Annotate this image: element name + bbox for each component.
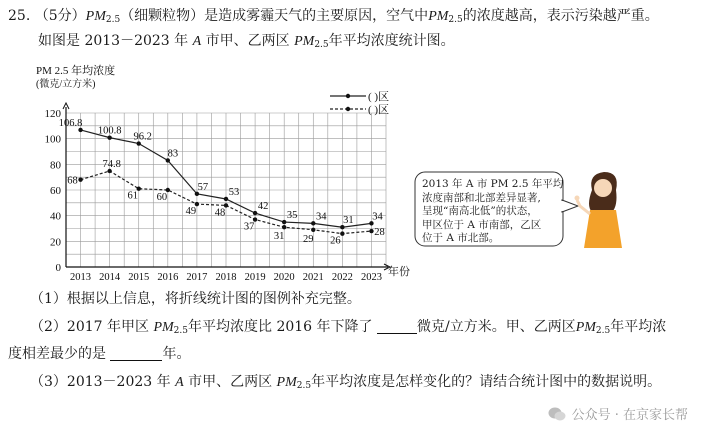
data-label: 96.2 (133, 131, 152, 143)
data-label: 68 (67, 175, 78, 187)
data-label: 48 (214, 207, 226, 219)
chart-legend (330, 90, 389, 116)
x-tick-label: 2015 (128, 272, 150, 283)
x-tick-label: 2019 (244, 272, 266, 283)
legend-label-solid[interactable]: ( )区 (368, 91, 390, 103)
data-label: 57 (197, 181, 209, 193)
x-axis-unit: 年份 (388, 266, 410, 278)
y-tick-label: 40 (50, 210, 61, 223)
wechat-icon (548, 406, 566, 422)
speech-text: 2013 年 A 市 PM 2.5 年平均 浓度南部和北部差异显著, 呈现“南高北低”的状态， 甲区位于 A 市南部，乙区 位于 A 市北部。 (422, 178, 564, 244)
data-label: 61 (127, 190, 138, 202)
sub-question-2-cont: 度相差最少的是 年。 (8, 346, 191, 362)
x-tick-label: 2023 (360, 272, 382, 283)
sub-question-1: （1）根据以上信息，将折线统计图的图例补充完整。 (30, 291, 361, 307)
y-tick-label: 120 (44, 108, 61, 120)
sub-question-3: （3）2013－2023 年 A 市甲、乙两区 $PM_{2.5}$年平均浓度是怎样变化的？请结合统计图中的数据说明。 (30, 374, 662, 391)
data-label: 53 (228, 186, 240, 198)
data-label: 83 (167, 148, 179, 160)
x-tick-label: 2018 (215, 272, 237, 283)
x-tick-label: 2022 (331, 272, 353, 283)
x-tick-label: 2017 (186, 272, 208, 283)
chart-unit: (微克/立方米) (36, 79, 96, 90)
y-tick-label: 100 (44, 133, 61, 146)
girl-icon (575, 172, 623, 248)
x-tick-label: 2016 (157, 272, 179, 283)
data-point (78, 178, 82, 182)
chart-title: PM 2.5 年均浓度 (36, 65, 116, 77)
data-label: 28 (374, 227, 385, 239)
data-label: 34 (316, 211, 327, 223)
data-point (224, 197, 228, 201)
question-stem-line2: 如图是 2013－2023 年 A 市甲、乙两区 $PM_{2.5}$年平均浓度统计图。 (38, 33, 455, 50)
data-label: 34 (372, 211, 383, 223)
data-label: 26 (330, 235, 341, 247)
y-tick-label: 20 (50, 236, 61, 249)
data-label: 74.8 (102, 159, 121, 171)
question-stem-line1: 25. （5分）$PM_{2.5}$（细颗粒物）是造成雾霾天气的主要原因，空气中$PM_{2.5}$的浓度越高，表示污染越严重。 (8, 8, 659, 25)
x-tick-label: 2014 (99, 272, 121, 283)
data-label: 49 (185, 206, 197, 218)
data-point (369, 229, 373, 233)
data-label: 100.8 (97, 125, 122, 137)
x-tick-label: 2020 (273, 272, 295, 283)
data-point (311, 228, 315, 232)
x-tick-label: 2021 (302, 272, 324, 283)
data-label: 31 (273, 231, 285, 243)
watermark: 公众号 · 在京家长帮 (548, 404, 688, 423)
data-point (311, 221, 315, 225)
legend-marker (346, 107, 350, 111)
data-label: 106.8 (58, 117, 83, 129)
data-label: 29 (303, 233, 314, 245)
data-point (282, 225, 286, 229)
data-label: 42 (257, 201, 269, 213)
answer-blank-1[interactable] (377, 319, 417, 334)
data-label: 35 (286, 210, 298, 222)
data-point (282, 220, 286, 224)
data-label: 31 (343, 215, 354, 227)
y-tick-label: 0 (55, 262, 61, 274)
y-tick-label: 80 (50, 159, 61, 172)
data-label: 37 (243, 221, 255, 233)
sub-question-2: （2）2017 年甲区 $PM_{2.5}$年平均浓度比 2016 年下降了 微克/立方米。甲、乙两区$PM_{2.5}$年平均浓 (30, 319, 667, 336)
legend-label-dashed[interactable]: ( )区 (368, 104, 390, 116)
y-tick-label: 60 (50, 185, 61, 197)
data-point (340, 231, 344, 235)
data-point (253, 211, 257, 215)
data-label: 60 (156, 192, 168, 203)
line-chart (0, 56, 430, 288)
answer-blank-2[interactable] (110, 346, 162, 361)
x-tick-label: 2013 (70, 272, 92, 283)
legend-marker (346, 94, 350, 98)
